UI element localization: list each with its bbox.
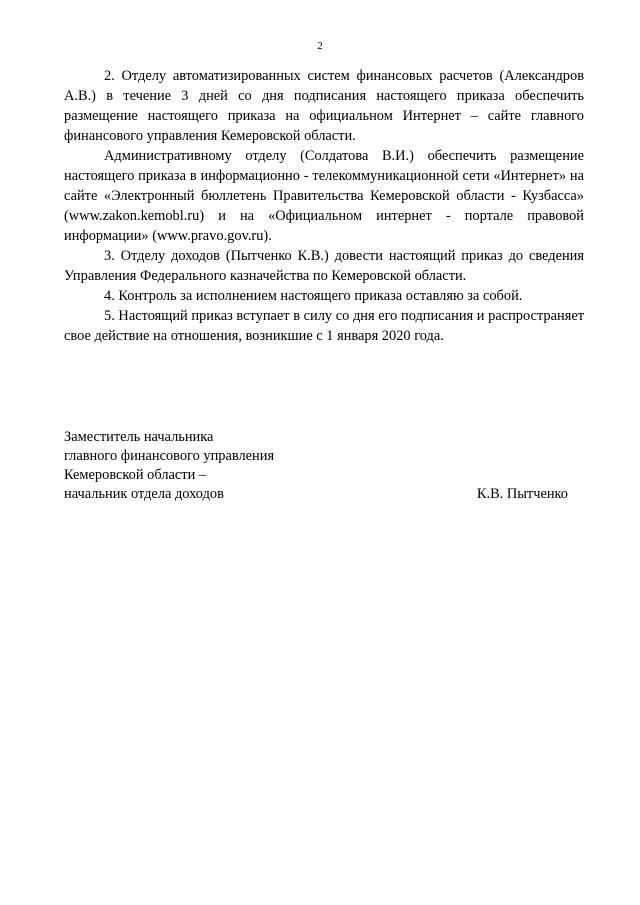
signature-block bbox=[64, 428, 584, 504]
document-body bbox=[64, 66, 584, 346]
paragraph-admin-department: Административному отделу (Солдатова В.И.) обеспечить размещение настоящего приказа в информационно - телекоммуникационной сети «Интернет» на сайте «Электронный бюллетень Правительства Кемеровской области - Кузбасса» (www.zakon.kemobl.ru) и на «Официальном интернет - портале правовой информации» (www.pravo.gov.ru). bbox=[64, 148, 584, 244]
paragraph-item-2: 2. Отделу автоматизированных систем финансовых расчетов (Александров А.В.) в течение 3 дней со дня подписания настоящего приказа обеспечить размещение настоящего приказа на официальном Интернет – сайте главного финансового управления Кемеровской области. bbox=[64, 68, 584, 144]
signatory-position-line: Заместитель начальника bbox=[64, 429, 214, 445]
signatory-position-line: главного финансового управления bbox=[64, 448, 275, 464]
signatory-position-line: Кемеровской области – bbox=[64, 467, 207, 483]
paragraph-item-5: 5. Настоящий приказ вступает в силу со дня его подписания и распространяет свое действие на отношения, возникшие с 1 января 2020 года. bbox=[64, 308, 584, 344]
paragraph-item-3: 3. Отделу доходов (Пытченко К.В.) довести настоящий приказ до сведения Управления Федерального казначейства по Кемеровской области. bbox=[64, 248, 584, 284]
signatory-name: К.В. Пытченко bbox=[476, 486, 568, 502]
paragraph-item-4: 4. Контроль за исполнением настоящего приказа оставляю за собой. bbox=[104, 288, 523, 304]
page-number: 2 bbox=[317, 40, 323, 52]
signature-final-row bbox=[64, 485, 584, 504]
signatory-position-line: начальник отдела доходов bbox=[64, 486, 224, 502]
